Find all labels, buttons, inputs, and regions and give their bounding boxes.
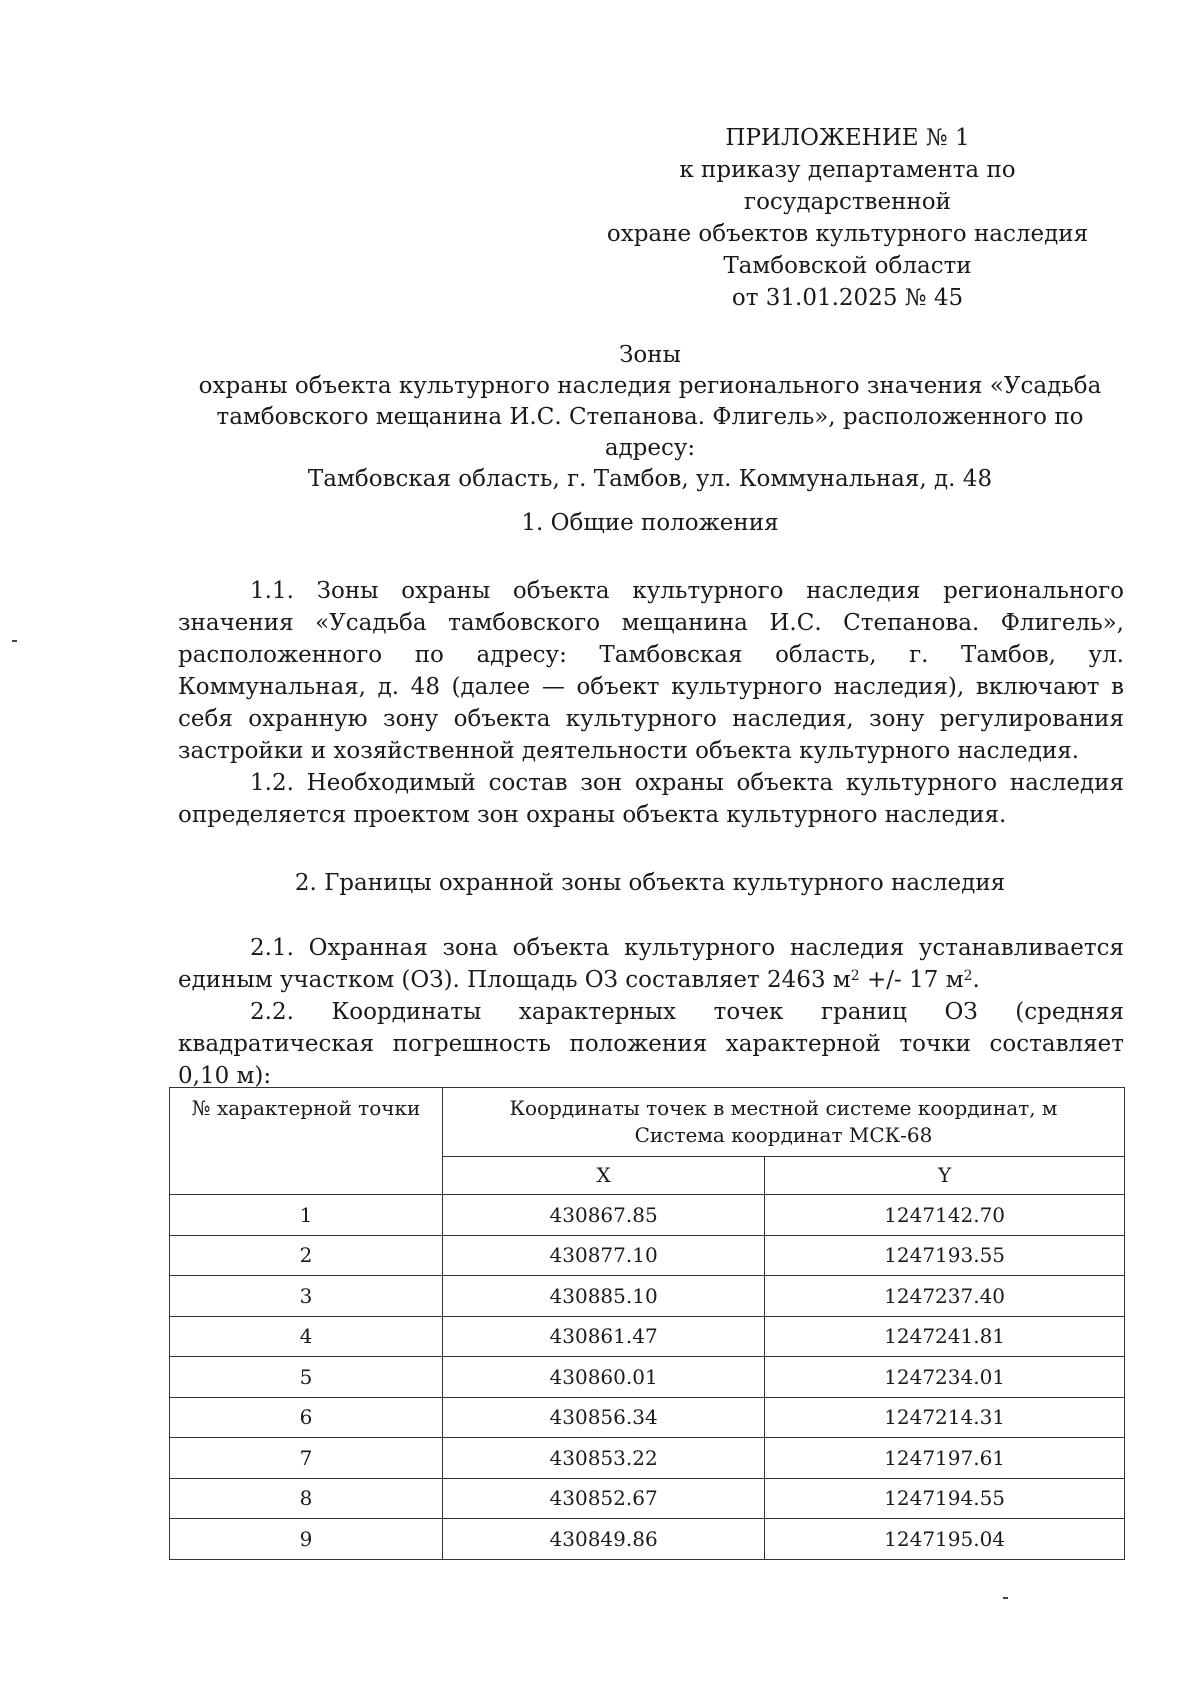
cell-point-number: 1 [170,1195,443,1236]
cell-x: 430885.10 [443,1276,765,1317]
title-line: Зоны [619,342,681,368]
cell-y: 1247142.70 [765,1195,1125,1236]
paragraph-1-1: 1.1. Зоны охраны объекта культурного наследия регионального значения «Усадьба тамбовского мещанина И.С. Степанова. Флигель», расположенного по адресу: Тамбовская область, г. Тамбов, ул. Коммунальная, д. 48 (далее — объект культурного наследия), включают в себя охранную зону объекта культурного наследия, зону регулирования застройки и хозяйственной деятельности объекта культурного наследия. [178,578,1124,764]
col-header-y: Y [765,1156,1125,1194]
document-title [170,340,1130,495]
section-1-heading: 1. Общие положения [521,510,779,536]
cell-x: 430861.47 [443,1316,765,1357]
cell-x: 430853.22 [443,1438,765,1479]
cell-point-number: 8 [170,1478,443,1519]
appendix-date: от 31.01.2025 № 45 [731,285,964,311]
cell-y: 1247241.81 [765,1316,1125,1357]
table-row [170,1519,1125,1560]
table-row [170,1357,1125,1398]
paragraph-2-2: 2.2. Координаты характерных точек границ ОЗ (средняя квадратическая погрешность положения характерной точки составляет 0,10 м): [178,999,1124,1089]
scan-speck [12,640,17,642]
cell-point-number: 7 [170,1438,443,1479]
table-row [170,1397,1125,1438]
col-header-point-number: № характерной точки [170,1088,443,1195]
table-row [170,1195,1125,1236]
paragraph-2-1: 2.1. Охранная зона объекта культурного наследия устанавливается единым участком (ОЗ). Площадь ОЗ составляет 2463 $м^2$ +/- 17 $м^2$. [178,935,1124,993]
title-line: тамбовского мещанина И.С. Степанова. Флигель», расположенного по адресу: [216,404,1084,461]
cell-y: 1247194.55 [765,1478,1125,1519]
appendix-number: ПРИЛОЖЕНИЕ № 1 [725,125,970,151]
section-1-body [178,575,1124,831]
appendix-line: Тамбовской области [723,253,972,279]
cell-point-number: 4 [170,1316,443,1357]
table-row [170,1438,1125,1479]
cell-y: 1247234.01 [765,1357,1125,1398]
cell-x: 430856.34 [443,1397,765,1438]
scan-speck [1003,1597,1008,1599]
section-2-heading: 2. Границы охранной зоны объекта культурного наследия [294,870,1006,896]
col-header-x: X [443,1156,765,1194]
paragraph-1-2: 1.2. Необходимый состав зон охраны объекта культурного наследия определяется проектом зон охраны объекта культурного наследия. [178,770,1124,828]
cell-y: 1247214.31 [765,1397,1125,1438]
cell-point-number: 9 [170,1519,443,1560]
title-line: Тамбовская область, г. Тамбов, ул. Коммунальная, д. 48 [307,466,993,492]
cell-point-number: 2 [170,1235,443,1276]
section-2-body [178,932,1124,1092]
cell-y: 1247237.40 [765,1276,1125,1317]
cell-point-number: 5 [170,1357,443,1398]
col-header-coordinates: Координаты точек в местной системе координат, м Система координат МСК-68 [443,1088,1125,1157]
cell-point-number: 6 [170,1397,443,1438]
appendix-line: охране объектов культурного наследия [606,221,1089,247]
cell-y: 1247193.55 [765,1235,1125,1276]
cell-x: 430867.85 [443,1195,765,1236]
cell-y: 1247197.61 [765,1438,1125,1479]
appendix-line: к приказу департамента по государственной [679,157,1016,215]
cell-y: 1247195.04 [765,1519,1125,1560]
table-row [170,1478,1125,1519]
coordinates-table [169,1087,1125,1560]
table-row [170,1316,1125,1357]
cell-x: 430860.01 [443,1357,765,1398]
table-body [170,1195,1125,1560]
table-row [170,1235,1125,1276]
title-line: охраны объекта культурного наследия регионального значения «Усадьба [198,373,1102,399]
cell-x: 430852.67 [443,1478,765,1519]
cell-point-number: 3 [170,1276,443,1317]
table-row [170,1276,1125,1317]
cell-x: 430849.86 [443,1519,765,1560]
appendix-header [575,122,1120,314]
cell-x: 430877.10 [443,1235,765,1276]
